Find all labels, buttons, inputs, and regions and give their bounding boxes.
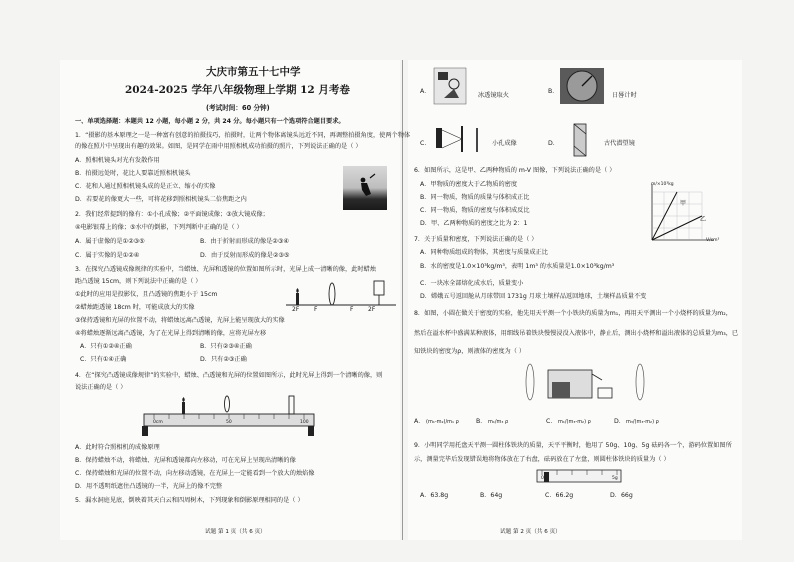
q1-stem-1: 1．“摄影的基本原理之一是一种富有创意的拍摄技巧，拍摄时，让两个物体离镜头远近不同，再调整拍摄角度，使两个物体 [75, 132, 411, 139]
q3-statement-4: ④将蜡烛逐渐远离凸透镜，为了在光屏上得到清晰的像，应将光屏左移 [75, 330, 267, 337]
rider-icon [544, 472, 549, 482]
ice-lens-fire-image [434, 68, 466, 104]
q3-label-f-right: F [350, 306, 354, 313]
q4-ruler-figure [142, 394, 318, 438]
q8-option-b: B． [476, 418, 487, 425]
q4-option-d: D．用不透明纸遮住凸透镜的一半，光屏上的像不完整 [75, 483, 223, 490]
beaker-icon [598, 388, 612, 398]
q6-stem: 6．如图所示，这是甲、乙两种物质的 m-V 图像，下列说法正确的是（ ） [414, 167, 616, 174]
q9-tick-5g: 5g [612, 476, 618, 481]
q3-option-d: D．只有②③正确 [200, 356, 247, 363]
q8-option-b-formula: m₁/m₃ ρ [488, 419, 509, 425]
periscope-image [560, 122, 600, 158]
q5-option-a: A． [420, 88, 431, 95]
screen-icon [374, 281, 384, 295]
q9-stem-1: 9．小明同学用托盘天平测一圆柱体铁块的质量，天平平衡时，他用了 50g、10g、5g 砝码各一个，游码位置如图所 [414, 442, 732, 449]
q3-label-2f-left: 2F [292, 306, 300, 313]
q3-statement-2: ②蜡烛距透镜 18cm 时，可能成放大的实像 [75, 304, 195, 311]
q3-stem-1: 3．在探究凸透镜成像规律的实验中，当蜡烛、光屏和透镜的位置如图所示时，光屏上成一清晰的像，此时蜡烛 [75, 266, 376, 273]
q1-option-d: D．若要花的像更大一些，可将花移到照相机镜头二倍焦距之内 [75, 196, 247, 203]
q8-stem-2: 然后在溢水杯中盛满某种液体，用细线吊着铁块慢慢浸没入液体中，静止后，测出小烧杯和溢出液体的总质量为m₃，已 [414, 330, 739, 337]
q3-optical-bench-figure [286, 276, 398, 316]
q6-graph-series-a: 甲 [680, 200, 687, 207]
q9-option-c: C．66.2g [545, 492, 574, 499]
q9-option-a: A．63.8g [420, 492, 449, 499]
q7-option-c: C．一块冰全部熔化成水后，质量变小 [420, 280, 524, 287]
pinhole-image [434, 122, 486, 158]
q1-stem-2: 的像在照片中呈现出有趣的效果。如图，是同学在雨中用照相机成功拍摄的照片，下列说法正确的是（ ） [75, 143, 362, 150]
lens-icon [329, 283, 335, 305]
q3-option-c: C．只有①④正确 [80, 356, 127, 363]
exam-title: 2024-2025 学年八年级物理上学期 12 月考卷 [125, 84, 350, 96]
school-title: 大庆市第五十七中学 [206, 66, 301, 78]
q4-ruler-100: 100 [300, 420, 309, 425]
q8-option-c-formula: m₁/(m₃-m₂) ρ [558, 419, 591, 425]
q6-graph-y-label: m/×10³kg [651, 182, 674, 187]
q6-option-a: A．甲物质的密度大于乙物质的密度 [420, 181, 518, 188]
q9-option-b: B．64g [480, 492, 503, 499]
q1-option-a: A．照相机镜头对光有发散作用 [75, 157, 160, 164]
q4-option-a: A．此时符合照相机的成像原理 [75, 444, 160, 451]
q3-label-f-left: F [314, 306, 318, 313]
q6-graph-x-label: V/cm³ [706, 238, 720, 243]
q3-option-b: B．只有②③④正确 [200, 343, 252, 350]
q6-mv-graph [646, 180, 718, 246]
q4-stem-2: 说法正确的是（ ） [75, 384, 127, 391]
q4-ruler-50: 50 [226, 420, 232, 425]
q6-option-b: B．同一物质，物质的质量与体积成正比 [420, 194, 530, 201]
sundial-image [560, 68, 604, 104]
flame-icon [182, 397, 185, 402]
q5-caption-b: 日晷计时 [612, 92, 637, 99]
section-heading: 一、单项选择题：本题共 12 小题，每小题 2 分，共 24 分。每小题只有一个选项符合题目要求。 [75, 118, 345, 125]
q7-option-b: B．水的密度是1.0×10³kg/m³，表明 1m³ 的水质量是1.0×10³kg/m³ [420, 263, 615, 270]
q1-option-b: B．拍摄远处时，花比人要靠近照相机镜头 [75, 170, 191, 177]
footer-left: 试题 第 1 页（共 6 页） [205, 529, 266, 535]
q6-option-c: C．同一物质，物质的密度与体积成反比 [420, 207, 530, 214]
q7-option-d: D．嫦娥五号返回舱从月球带回 1731g 月球土壤样品返回地球，土壤样品质量不变 [420, 293, 647, 300]
q2-option-b: B．由于折射而形成的像是②③④ [200, 238, 289, 245]
q5-option-d: D． [548, 140, 559, 147]
q8-option-a: A． [414, 418, 425, 425]
q8-overflow-figure [516, 360, 664, 404]
q8-option-a-formula: (m₁-m₂)/m₁ ρ [426, 419, 459, 425]
q3-statement-3: ③保持透镜和光屏的位置不动，将蜡烛远离凸透镜，光屏上能呈现放大的实像 [75, 317, 285, 324]
lens-icon [225, 396, 230, 412]
q8-option-d-formula: m₃/(m₃-m₂) ρ [626, 419, 659, 425]
q9-rider-scale [536, 466, 622, 488]
q3-statement-1: ①此时的应用是投影仪，且凸透镜的焦距小于 15cm [75, 291, 218, 298]
q9-stem-2: 示，测量完毕后发现错误地将物体放在了右盘，砝码放在了左盘，则圆柱体铁块的质量为（ ） [414, 456, 670, 463]
q3-option-a: A．只有①②④正确 [80, 343, 132, 350]
q6-option-d: D．甲、乙两种物质的密度之比为 2：1 [420, 220, 528, 227]
q5-caption-c: 小孔成像 [492, 140, 517, 147]
q9-option-d: D．66g [610, 492, 633, 499]
footer-right: 试题 第 2 页（共 6 页） [500, 529, 561, 535]
q7-stem: 7．关于质量和密度，下列说法正确的是（ ） [414, 236, 538, 243]
q3-stem-2: 距凸透镜 15cm，则下列说法中正确的是（ ） [75, 278, 202, 285]
screen-icon [289, 396, 294, 414]
q9-tick-0: 0 [541, 476, 544, 481]
q8-option-d: D． [614, 418, 625, 425]
q8-stem-1: 8．如图，小圆在做关于密度的实验，他先用天平测一个小铁块的质量为m₁，再用天平测出一个小烧杯的质量为m₂， [414, 310, 732, 317]
q5-stem: 5．漏水洞庭见底，倒映着其天白云和四周树木，下列现象和倒影原理相同的是（ ） [75, 497, 304, 504]
q5-caption-a: 冰透镜取火 [478, 92, 509, 99]
q3-label-2f-right: 2F [368, 306, 376, 313]
q2-option-c: C．属于实像的是①②④ [75, 252, 140, 259]
q8-option-c: C． [546, 418, 557, 425]
q4-ruler-0: 0cm [153, 420, 163, 425]
exam-time: (考试时间：60 分钟) [206, 104, 270, 112]
q1-option-c: C．花和人通过照相机镜头成的是正立、缩小的实像 [75, 183, 216, 190]
q2-option-a: A．属于虚像的是①②③⑤ [75, 238, 145, 245]
q4-option-c: C．保持蜡烛和光屏的位置不动，向左移动透镜，在光屏上一定能看到一个放大的烛焰像 [75, 470, 315, 477]
q2-option-d: D．由于反射而形成的像是②③⑤ [200, 252, 290, 259]
q5-caption-d: 古代潜望镜 [604, 140, 635, 147]
q4-stem-1: 4．在“探究凸透镜成像规律”的实验中，蜡烛、凸透镜和光屏的位置如图所示，此时光屏上得到一个清晰的像，则 [75, 372, 383, 379]
candle-icon [182, 402, 185, 414]
q5-option-b: B． [548, 88, 559, 95]
q7-option-a: A．同种物质组成的物体，其密度与质量成正比 [420, 249, 548, 256]
person-silhouette-icon [343, 166, 387, 210]
q8-stem-3: 知铁块的密度为ρ，则液体的密度为（ ） [414, 348, 526, 355]
candle-icon [296, 293, 299, 305]
flame-icon [296, 288, 299, 293]
q2-stem-2: ④电影银幕上的像；⑤水中的倒影，下列判断中正确的是（ ） [75, 224, 243, 231]
q2-stem-1: 2．我们经常提到的像有：①小孔成像；②平面镜成像；③放大镜成像； [75, 211, 269, 218]
q5-option-c: C． [420, 140, 431, 147]
q6-graph-series-b: 乙 [700, 216, 707, 223]
q4-option-b: B．保持蜡烛不动，将蜡烛、光屏和透镜都向左移动，可在光屏上呈现出清晰的像 [75, 457, 296, 464]
